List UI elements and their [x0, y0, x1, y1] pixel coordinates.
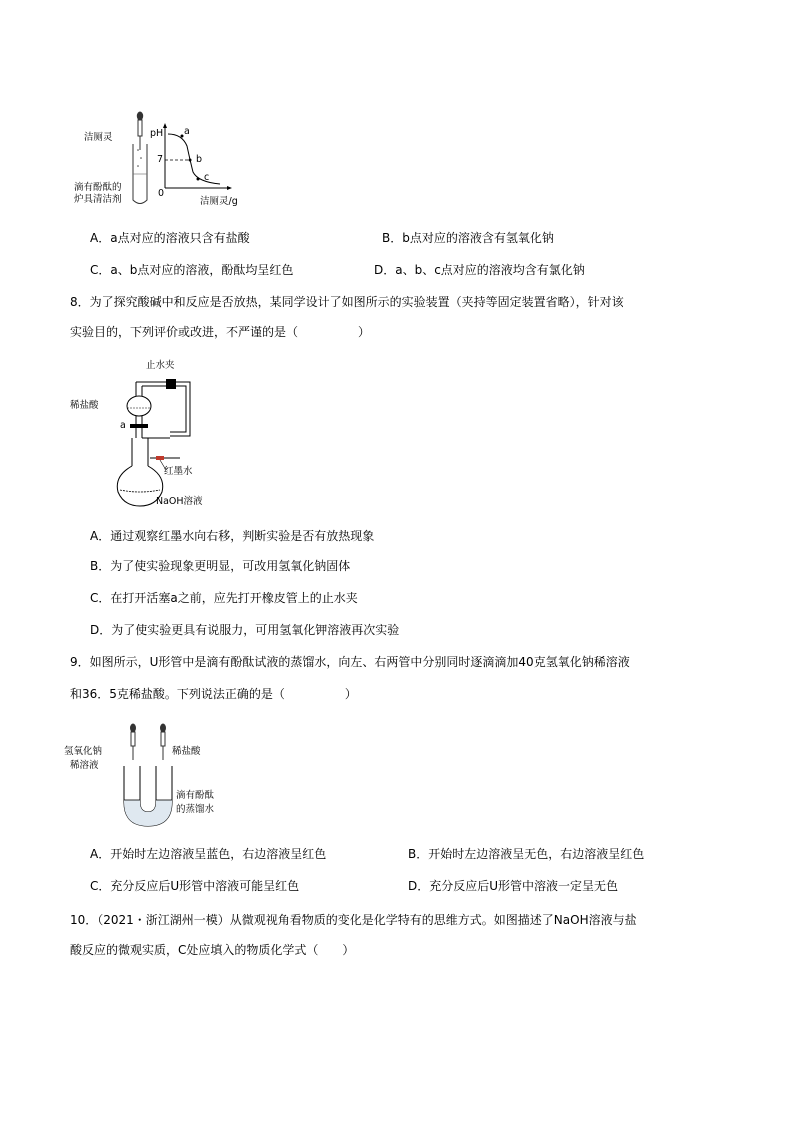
q7-option-a: A．a点对应的溶液只含有盐酸 — [90, 231, 250, 245]
left-label-2: 稀溶液 — [70, 760, 99, 771]
q9-option-c: C．充分反应后U形管中溶液可能呈红色 — [90, 879, 300, 893]
point-a-label: a — [184, 126, 190, 137]
q7-option-b: B．b点对应的溶液含有氢氧化钠 — [382, 231, 554, 245]
q7-option-c: C．a、b点对应的溶液，酚酞均呈红色 — [90, 263, 294, 277]
q8-option-b: B．为了使实验现象更明显，可改用氢氧化钠固体 — [90, 559, 351, 573]
q8-option-c: C．在打开活塞a之前，应先打开橡皮管上的止水夹 — [90, 591, 358, 605]
q9-option-a: A．开始时左边溶液呈蓝色，右边溶液呈红色 — [90, 847, 327, 861]
water-label-2: 的蒸馏水 — [176, 804, 215, 815]
q9-option-b: B．开始时左边溶液呈无色，右边溶液呈红色 — [408, 847, 645, 861]
q10-stem-line2: 酸反应的微观实质，C处应填入的物质化学式（ ） — [70, 943, 355, 957]
figure-q8 — [70, 358, 230, 514]
clamp-label: 止水夹 — [146, 360, 175, 371]
q8-stem-line2: 实验目的，下列评价或改进，不严谨的是（ ） — [70, 325, 371, 339]
figure-q8-drawing — [70, 358, 230, 514]
q8-stem-line1: 8．为了探究酸碱中和反应是否放热，某同学设计了如图所示的实验装置（夹持等固定装置省略），针对该 — [70, 295, 624, 309]
solution-label: NaOH溶液 — [156, 496, 203, 507]
q10-stem-line1: 10．（2021・浙江湖州一模）从微观视角看物质的变化是化学特有的思维方式。如图描述了NaOH溶液与盐 — [70, 913, 637, 927]
q8-option-d: D．为了使实验更具有说服力，可用氢氧化钾溶液再次实验 — [90, 623, 400, 637]
q9-stem-line2: 和36．5克稀盐酸。下列说法正确的是（ ） — [70, 687, 357, 701]
tube-label-1: 滴有酚酞的 — [74, 182, 122, 193]
dropper-label: 洁厕灵 — [84, 132, 113, 143]
ink-label: 红墨水 — [164, 466, 193, 477]
right-label: 稀盐酸 — [172, 746, 201, 757]
tube-label-2: 炉具清洁剂 — [74, 194, 122, 205]
y-axis-label: pH — [150, 128, 164, 139]
point-b-label: b — [196, 154, 203, 165]
x-axis-label: 洁厕灵/g — [200, 196, 238, 207]
acid-label: 稀盐酸 — [70, 400, 99, 411]
figure-q9 — [64, 722, 234, 832]
figure-q9-drawing — [64, 722, 234, 832]
water-label-1: 滴有酚酞 — [176, 790, 215, 801]
point-c-label: c — [204, 172, 210, 183]
y-tick-7: 7 — [157, 154, 164, 165]
origin-label: 0 — [158, 188, 165, 199]
q9-option-d: D．充分反应后U形管中溶液一定呈无色 — [408, 879, 619, 893]
left-label-1: 氢氧化钠 — [64, 746, 103, 757]
stopcock-label: a — [120, 420, 126, 431]
q8-option-a: A．通过观察红墨水向右移，判断实验是否有放热现象 — [90, 529, 375, 543]
figure-q7 — [70, 108, 250, 218]
q7-option-d: D．a、b、c点对应的溶液均含有氯化钠 — [374, 263, 585, 277]
q9-stem-line1: 9．如图所示，U形管中是滴有酚酞试液的蒸馏水，向左、右两管中分别同时逐滴滴加40克氢氧化钠稀溶液 — [70, 655, 630, 669]
